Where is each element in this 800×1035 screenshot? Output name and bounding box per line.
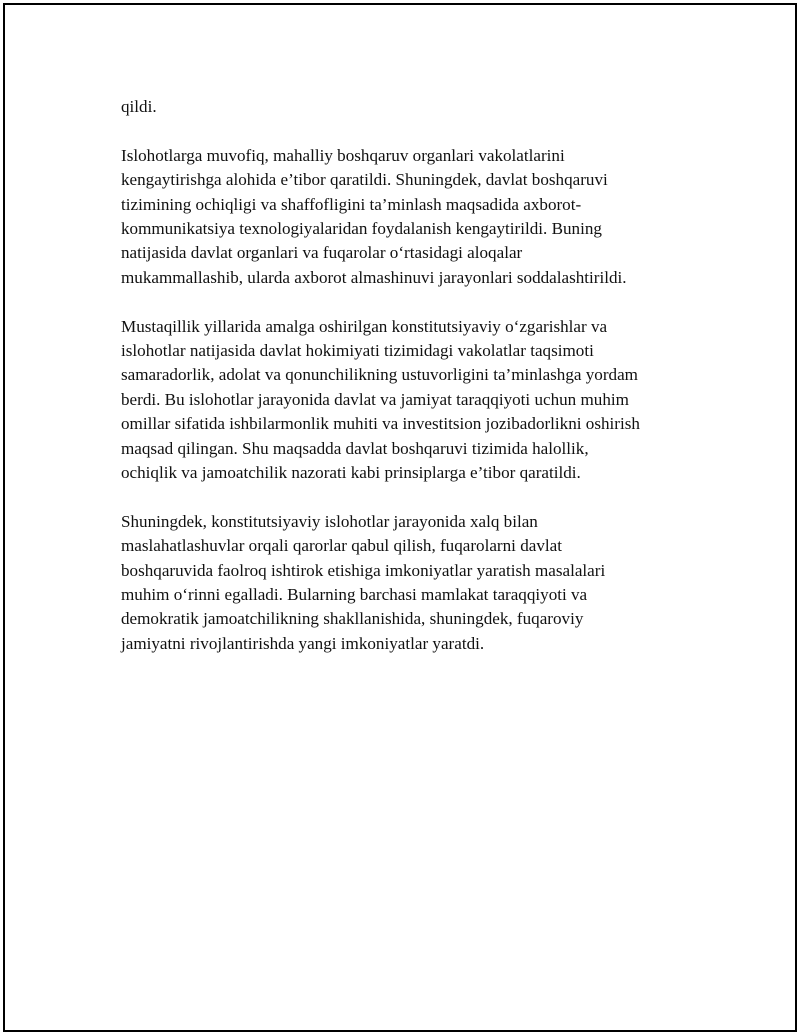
page-frame: [3, 3, 797, 1032]
text-line: maqsad qilingan. Shu maqsadda davlat boshqaruvi tizimida halollik,: [121, 438, 589, 458]
text-line: Islohotlarga muvofiq, mahalliy boshqaruv organlari vakolatlarini: [121, 145, 565, 165]
paragraph-2: [121, 144, 691, 290]
paragraph-3: [121, 315, 691, 486]
text-line: samaradorlik, adolat va qonunchilikning ustuvorligini ta’minlashga yordam: [121, 365, 638, 385]
text-line: natijasida davlat organlari va fuqarolar o‘rtasidagi aloqalar: [121, 243, 523, 263]
text-line: Shuningdek, konstitutsiyaviy islohotlar jarayonida xalq bilan: [121, 511, 538, 531]
text-line: Mustaqillik yillarida amalga oshirilgan konstitutsiyaviy o‘zgarishlar va: [121, 316, 608, 336]
paragraph-4: [121, 510, 691, 656]
text-line: omillar sifatida ishbilarmonlik muhiti va investitsion jozibadorlikni oshirish: [121, 414, 640, 434]
text-line: demokratik jamoatchilikning shakllanishida, shuningdek, fuqaroviy: [121, 609, 584, 629]
text-line: berdi. Bu islohotlar jarayonida davlat va jamiyat taraqqiyoti uchun muhim: [121, 389, 629, 409]
text-line: boshqaruvida faolroq ishtirok etishiga imkoniyatlar yaratish masalalari: [121, 560, 606, 580]
text-line: maslahatlashuvlar orqali qarorlar qabul qilish, fuqarolarni davlat: [121, 536, 562, 556]
text-line: islohotlar natijasida davlat hokimiyati tizimidagi vakolatlar taqsimoti: [121, 341, 594, 361]
text-line: tizimining ochiqligi va shaffofligini ta’minlash maqsadida axborot-: [121, 194, 582, 214]
text-line: qildi.: [121, 97, 157, 116]
document-body: [121, 95, 691, 681]
text-line: mukammallashib, ularda axborot almashinuvi jarayonlari soddalashtirildi.: [121, 267, 627, 287]
text-line: muhim o‘rinni egalladi. Bularning barchasi mamlakat taraqqiyoti va: [121, 585, 588, 605]
text-line: ochiqlik va jamoatchilik nazorati kabi prinsiplarga e’tibor qaratildi.: [121, 463, 581, 483]
paragraph-1: [121, 95, 691, 119]
text-line: kommunikatsiya texnologiyalaridan foydalanish kengaytirildi. Buning: [121, 219, 602, 239]
text-line: kengaytirishga alohida e’tibor qaratildi. Shuningdek, davlat boshqaruvi: [121, 170, 608, 190]
text-line: jamiyatni rivojlantirishda yangi imkoniyatlar yaratdi.: [121, 633, 485, 653]
